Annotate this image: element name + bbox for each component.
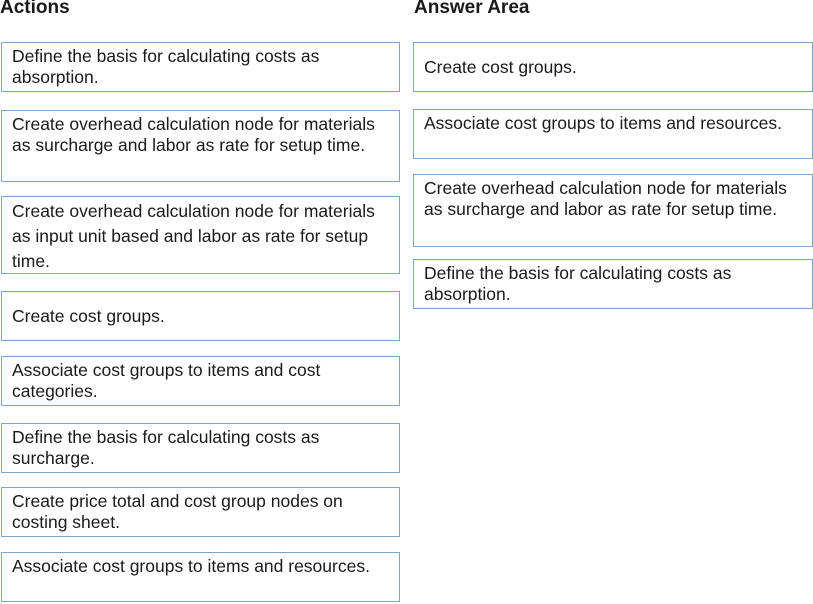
action-item-overhead-node-surcharge[interactable]: Create overhead calculation node for materials as surcharge and labor as rate for setup time.	[1, 110, 400, 182]
actions-heading: Actions	[0, 0, 70, 18]
action-item-overhead-node-input-unit[interactable]: Create overhead calculation node for materials as input unit based and labor as rate for setup time.	[1, 196, 400, 274]
answer-item-overhead-node-surcharge[interactable]: Create overhead calculation node for materials as surcharge and labor as rate for setup time.	[413, 174, 813, 247]
answer-item-associate-resources[interactable]: Associate cost groups to items and resources.	[413, 109, 813, 159]
answer-area-heading: Answer Area	[414, 0, 530, 18]
answer-item-create-cost-groups[interactable]: Create cost groups.	[413, 42, 813, 92]
action-item-associate-cost-categories[interactable]: Associate cost groups to items and cost categories.	[1, 356, 400, 406]
action-item-associate-resources[interactable]: Associate cost groups to items and resources.	[1, 552, 400, 602]
action-item-create-price-total-nodes[interactable]: Create price total and cost group nodes on costing sheet.	[1, 487, 400, 537]
answer-item-define-basis-absorption[interactable]: Define the basis for calculating costs as absorption.	[413, 259, 813, 309]
action-item-create-cost-groups[interactable]: Create cost groups.	[1, 291, 400, 341]
action-item-define-basis-absorption[interactable]: Define the basis for calculating costs as absorption.	[1, 42, 400, 92]
action-item-define-basis-surcharge[interactable]: Define the basis for calculating costs as surcharge.	[1, 423, 400, 473]
